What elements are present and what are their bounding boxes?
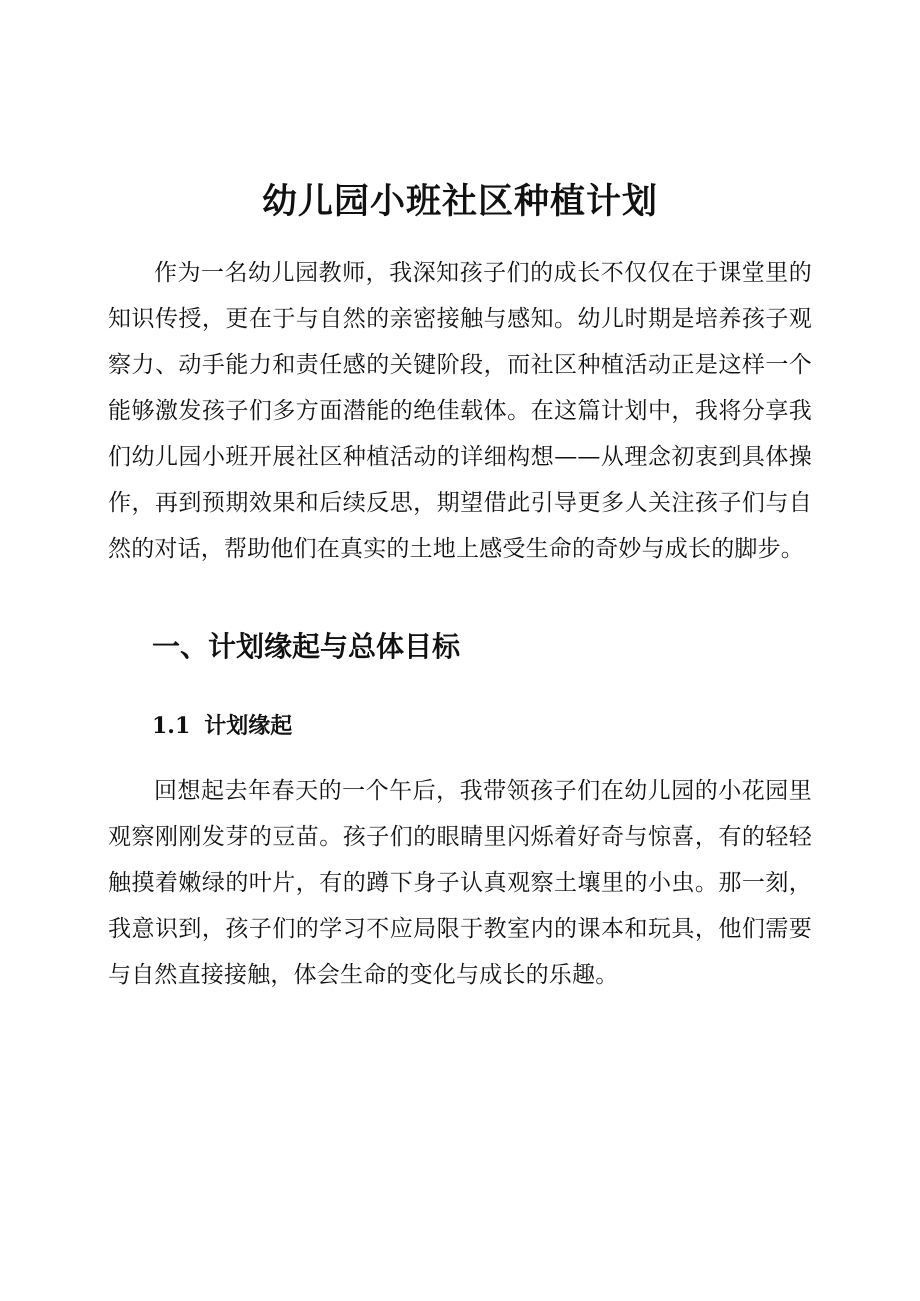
subsection-number: 1.1 <box>152 713 191 739</box>
subsection-title: 计划缘起 <box>204 714 293 739</box>
section-heading: 一、计划缘起与总体目标 <box>152 630 461 663</box>
origin-paragraph: 回想起去年春天的一个午后，我带领孩子们在幼儿园的小花园里观察刚刚发芽的豆苗。孩子们的眼睛里闪烁着好奇与惊喜，有的轻轻触摸着嫩绿的叶片，有的蹲下身子认真观察土壤里的小虫。那一刻，我意识到，孩子们的学习不应局限于教室内的课本和玩具，他们需要与自然直接接触，体会生命的变化与成长的乐趣。 <box>108 778 812 988</box>
intro-paragraph: 作为一名幼儿园教师，我深知孩子们的成长不仅仅在于课堂里的知识传授，更在于与自然的亲密接触与感知。幼儿时期是培养孩子观察力、动手能力和责任感的关键阶段，而社区种植活动正是这样一个能够激发孩子们多方面潜能的绝佳载体。在这篇计划中，我将分享我们幼儿园小班开展社区种植活动的详细构想——从理念初衷到具体操作，再到预期效果和后续反思，期望借此引导更多人关注孩子们与自然的对话，帮助他们在真实的土地上感受生命的奇妙与成长的脚步。 <box>108 260 812 562</box>
document-title: 幼儿园小班社区种植计划 <box>261 182 658 222</box>
subsection-heading <box>152 706 292 747</box>
